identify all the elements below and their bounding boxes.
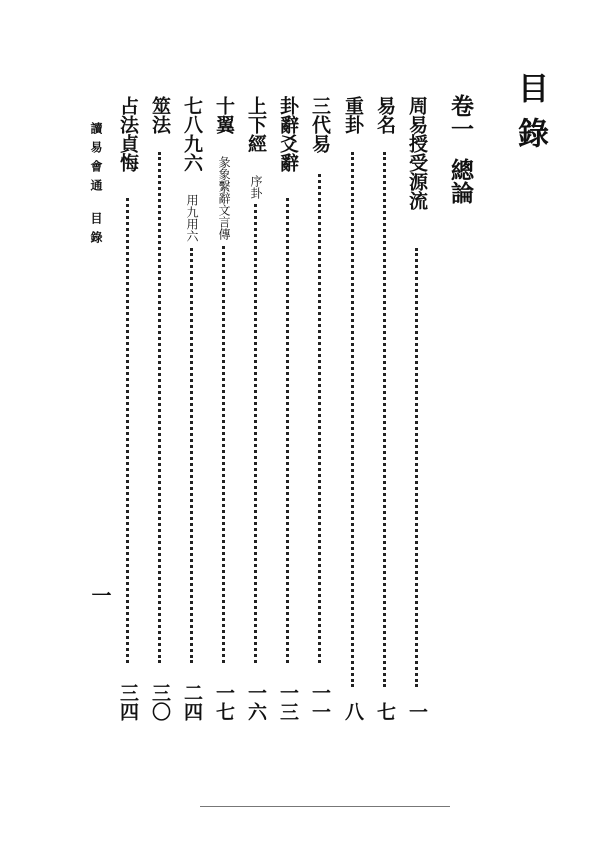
toc-entry (244, 96, 268, 721)
page-title: 目錄 (512, 72, 548, 162)
dot-leader (222, 246, 225, 663)
section-label: 總論 (447, 158, 474, 204)
toc-entry-page: 七 (374, 702, 396, 721)
toc-entry-title: 周易授受源流 (406, 96, 428, 210)
toc-entry-page: 八 (342, 702, 364, 721)
running-section: 目錄 (89, 212, 103, 250)
toc-entry (212, 96, 236, 721)
toc-entry-label (276, 96, 300, 172)
toc-entry-label (116, 96, 140, 172)
toc-entry-title: 易名 (374, 96, 396, 134)
toc-entry-title: 占法貞悔 (117, 96, 139, 172)
toc-entry (116, 96, 140, 721)
dot-leader (158, 152, 161, 663)
toc-entry-page: 二四 (181, 683, 203, 721)
dot-leader (415, 248, 418, 687)
running-book-title: 讀易會通 (89, 122, 103, 198)
toc-entry-title: 十翼 (213, 96, 235, 134)
dot-leader (190, 248, 193, 663)
toc-entry-title: 筮法 (149, 96, 171, 134)
toc-entry (373, 96, 397, 721)
toc-entry-page: 一六 (245, 683, 267, 721)
toc-entry-page: 一一 (309, 683, 331, 721)
toc-entry (308, 96, 332, 721)
toc-entry-title: 重卦 (342, 96, 364, 134)
toc-entry-page: 一七 (213, 683, 235, 721)
toc-entry-title: 上下經 (245, 96, 267, 153)
toc-entry-label (308, 96, 332, 153)
toc-entry (276, 96, 300, 721)
toc-entry (405, 96, 429, 721)
toc-entry-page: 三〇 (149, 683, 171, 721)
toc-entry-title: 三代易 (309, 96, 331, 153)
toc-entry (341, 96, 365, 721)
dot-leader (286, 198, 289, 663)
toc-entry-label (148, 96, 172, 134)
toc-entry-title: 卦辭爻辭 (277, 96, 299, 172)
toc-entry-page: 一 (406, 702, 428, 721)
toc-entry-label (212, 96, 236, 240)
toc-entry-note: 序卦 (249, 175, 263, 199)
scan-edge-line (200, 806, 450, 807)
toc-entry-note: 彖象繫辭文言傳 (217, 156, 231, 240)
toc-entry (180, 96, 204, 721)
juan-heading (444, 94, 477, 204)
toc-entry-label (341, 96, 365, 134)
dot-leader (383, 152, 386, 687)
toc-entry-label (373, 96, 397, 134)
toc-entry-note: 用九用六 (185, 194, 199, 242)
toc-entry (148, 96, 172, 721)
toc-entry-label (405, 96, 429, 210)
toc-entry-label (244, 96, 268, 199)
toc-entry-title: 七八九六 (181, 96, 203, 172)
dot-leader (126, 198, 129, 663)
dot-leader (254, 204, 257, 663)
page-number: 一 (88, 585, 112, 605)
running-title (88, 122, 105, 250)
toc-entry-label (180, 96, 204, 242)
dot-leader (318, 174, 321, 663)
juan-label: 卷一 (447, 94, 474, 140)
toc-entry-page: 一三 (277, 683, 299, 721)
dot-leader (351, 152, 354, 687)
toc-entry-page: 三四 (117, 683, 139, 721)
